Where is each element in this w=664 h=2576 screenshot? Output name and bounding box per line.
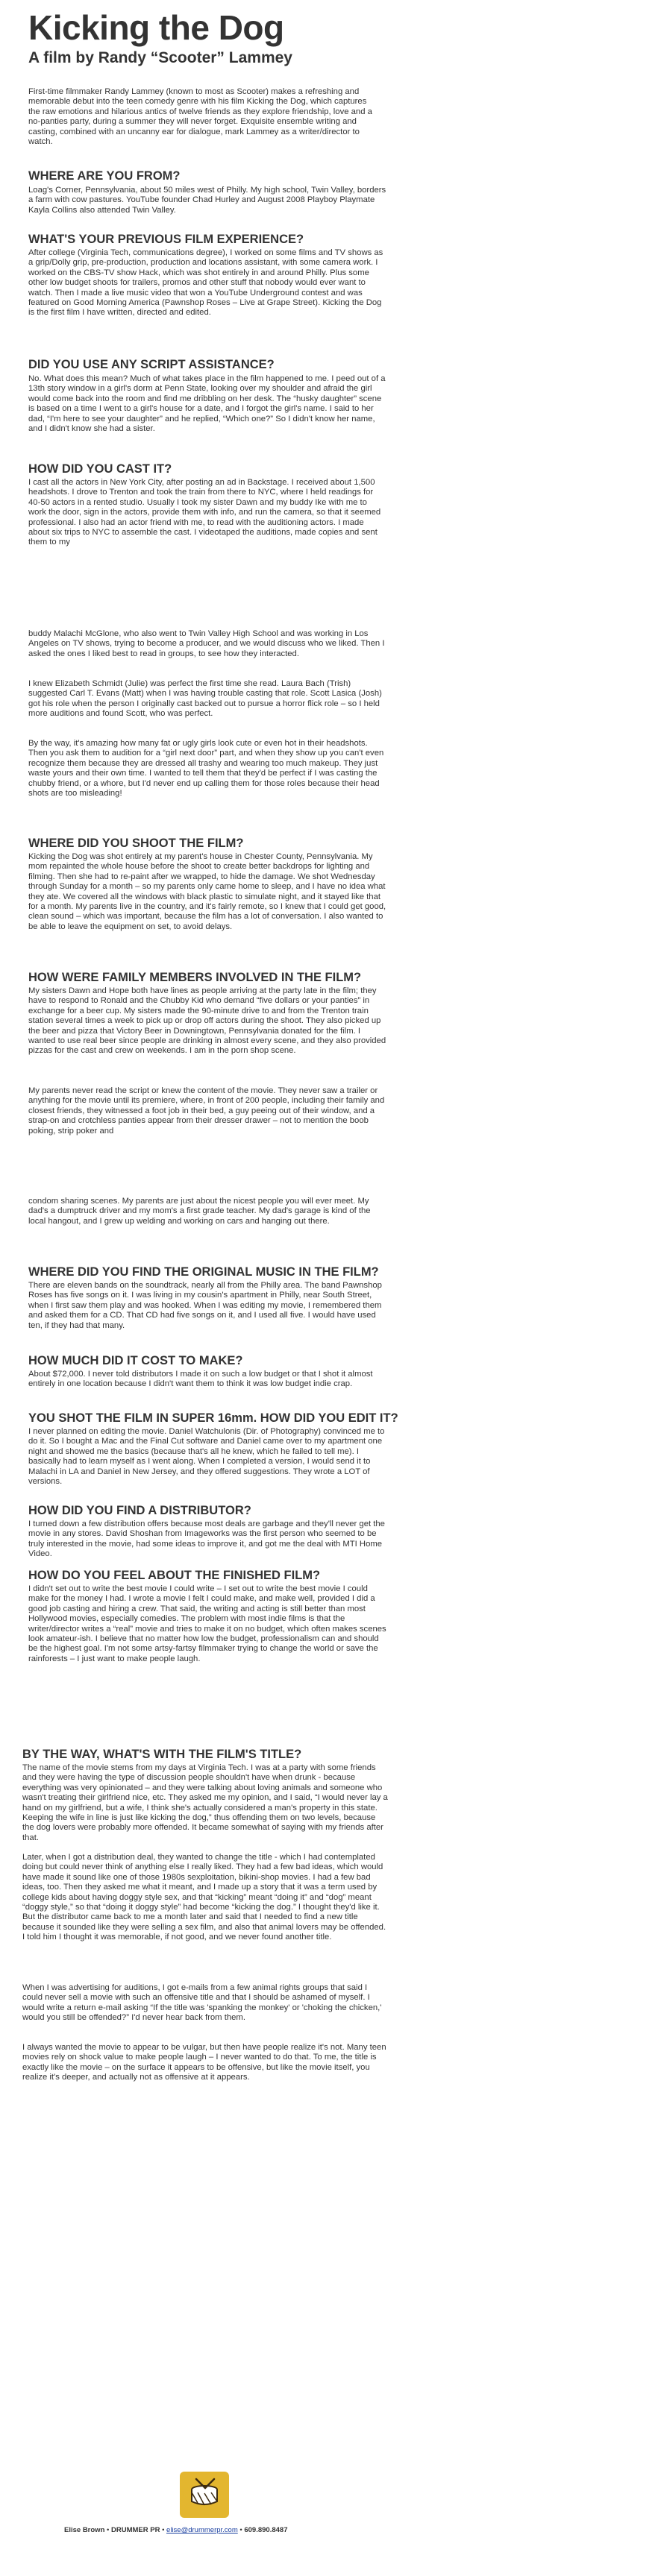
answer-title-animal-rights: When I was advertising for auditions, I got e-mails from a few animal rights groups that said I could never sell a movie with such an offensive title and that I should be ashamed of myself. I would write a return e-mail asking “If the title was 'spanking the monkey' or 'choking the chicken,' would you still be offended?” I'd never hear back from them. — [22, 1983, 382, 2023]
answer-title-vulgar: I always wanted the movie to appear to be vulgar, but then have people realize it's not. Many teen movies rely on shock value to make people laugh – I never wanted to do that. To me, the title is exactly like the movie – on the surface it appears to be offensive, but like the movie itself, you realize it's deeper, and actually not as offensive at it appears. — [22, 2043, 386, 2082]
answer-casting: I cast all the actors in New York City, after posting an ad in Backstage. I received about 1,500 headshots. I drove to Trenton and took the train from there to NYC, where I held readings for 40-50 actors in a rented studio. Usually I took my sister Dawn and my buddy Ike with me to work the door, sign in the actors, provide them with info, and run the camera, so that it seemed professional. I also had an actor friend with me, to read with the auditioning actors. I made about six trips to NYC to assemble the cast. I videotaped the auditions, made copies and sent them to my — [28, 478, 381, 547]
footer-separator: • — [239, 2526, 245, 2534]
footer-email-link[interactable]: elise@drummerpr.com — [166, 2526, 238, 2534]
footer-separator: • — [107, 2526, 111, 2534]
answer-casting-cont: buddy Malachi McGlone, who also went to Twin Valley High School and was working in Los Angeles on TV shows, trying to become a producer, and we would discuss who we liked. Then I asked the ones I liked best to read in groups, to see how they interacted. — [28, 629, 385, 658]
drummer-pr-logo — [180, 2472, 229, 2518]
answer-editing: I never planned on editing the movie. Daniel Watchulonis (Dir. of Photography) convinced me to do it. So I bought a Mac and the Final Cut software and Daniel came over to my apartment one night and showed me the basics (because that's all he knew, which he failed to tell me). I basically had to learn myself as I went along. When I completed a version, I would send it to Malachi in LA and Daniel in New Jersey, and they offered suggestions. They wrote a LOT of versions. — [28, 1427, 385, 1487]
heading-film-experience: WHAT'S YOUR PREVIOUS FILM EXPERIENCE? — [28, 233, 304, 246]
heading-finished-film: HOW DO YOU FEEL ABOUT THE FINISHED FILM? — [28, 1569, 321, 1582]
answer-shoot-location: Kicking the Dog was shot entirely at my parent's house in Chester County, Pennsylvania. My mom repainted the whole house before the shoot to create better backdrops for lighting and filming. Then she had to re-paint after we wrapped, to hide the damage. We shot Wednesday through Sunday for a month – so my parents only came home to sleep, and I have no idea what they ate. We covered all the windows with black plastic to simulate night, and it stayed like that for a month. My parents live in the country, and it's fairly remote, so I knew that I could get good, clean sound – which was important, because the film has a lot of conversation. I also wanted to be able to leave the equipment on set, to avoid delays. — [28, 852, 386, 931]
heading-casting: HOW DID YOU CAST IT? — [28, 462, 172, 476]
page-title: Kicking the Dog — [28, 8, 284, 47]
answer-title-distribution: Later, when I got a distribution deal, they wanted to change the title - which I had contemplated doing but could never think of anything else I really liked. They had a few bad ideas, which would have made it sound like one of those 1980s sexploitation, bikini-shop movies. I had a few bad ideas, too. Then they asked me what it meant, and I made up a story that it was a term used by college kids about having doggy style sex, and that “kicking” meant “doing it” and “dog” meant “doggy style,” so that “doing it doggy style” had become “kicking the dog.” I thought they'd like it. But the distributor came back to me a month later and said that I needed to find a new title because it sounded like they were selling a sex film, and also that animal lovers may be offended. I told him I thought it was memorable, if not good, and we never found another title. — [22, 1853, 386, 1942]
answer-finished-film: I didn't set out to write the best movie I could write – I set out to write the best movie I could make for the money I had. I wrote a movie I felt I could make, and make well, provided I did a good job casting and hiring a crew. That said, the writing and acting is still better than most Hollywood movies, especially comedies. The problem with most indie films is that the writer/director writes a “real” movie and tries to make it on no budget, which often makes scenes look amateur-ish. I believe that no matter how low the budget, professionalism can and should be the highest goal. I'm not some artsy-fartsy filmmaker trying to change the world or save the rainforests – I just want to make people laugh. — [28, 1584, 386, 1663]
page-subtitle: A film by Randy “Scooter” Lammey — [28, 49, 292, 66]
footer-phone: 609.890.8487 — [244, 2526, 288, 2534]
intro-paragraph: First-time filmmaker Randy Lammey (known to most as Scooter) makes a refreshing and memorable debut into the teen comedy genre with his film Kicking the Dog, which captures the raw emotions and hilarious antics of twelve friends as they explore friendship, love and a no-panties party, during a summer they will never forget. Exquisite ensemble writing and casting, combined with an uncanny ear for dialogue, mark Lammey as a writer/director to watch. — [28, 87, 372, 147]
heading-music: WHERE DID YOU FIND THE ORIGINAL MUSIC IN THE FILM? — [28, 1265, 379, 1279]
heading-shoot-location: WHERE DID YOU SHOOT THE FILM? — [28, 837, 244, 850]
answer-casting-headshots: By the way, it's amazing how many fat or ugly girls look cute or even hot in their headshots. Then you ask them to audition for a “girl next door” part, and when they show up you can't even recognize them because they are dressed all trashy and wearing too much makeup. They just waste yours and their own time. I wanted to tell them that they'd be perfect if I was casting the chubby friend, or a whore, but I'd never end up calling them for those roles because their head shots are too misleading! — [28, 739, 384, 799]
footer-separator: • — [162, 2526, 167, 2534]
footer-contact-name: Elise Brown — [64, 2526, 105, 2534]
answer-family: My sisters Dawn and Hope both have lines as people arriving at the party late in the film; they have to respond to Ronald and the Chubby Kid who demand “five dollars or your panties” in exchange for a beer cup. My sisters made the 90-minute drive to and from the Trenton train station several times a week to pick up or drop off actors during the shoot. They also picked up the beer and pizza that Victory Beer in Downingtown, Pennsylvania donated for the film. I wanted to use real beer since people are drinking in almost every scene, and they also provided pizzas for the cast and crew on weekends. I am in the porn shop scene. — [28, 986, 386, 1056]
footer-company: DRUMMER PR — [110, 2526, 160, 2534]
heading-cost: HOW MUCH DID IT COST TO MAKE? — [28, 1354, 243, 1367]
answer-title-meaning: The name of the movie stems from my days at Virginia Tech. I was at a party with some friends and they were having the type of discussion people shouldn't have when drunk - because everything was very opinionated – and they were talking about loving animals and someone who wasn't treating their girlfriend nice, etc. They asked me my opinion, and I said, “I would never lay a hand on my girlfriend, but a wife, I think she's actually considered a man's property in this state. Keeping the wife in line is just like kicking the dog,” thus offending them on two levels, because the dog lovers were probably more offended. It became somewhat of saying with my friends after that. — [22, 1763, 388, 1842]
answer-parents-cont: condom sharing scenes. My parents are just about the nicest people you will ever meet. My dad's a dumptruck driver and my mom's a first grade teacher. My dad's garage is kind of the local hangout, and I grew up welding and working on cars and hanging out there. — [28, 1197, 371, 1226]
heading-title-meaning: BY THE WAY, WHAT'S WITH THE FILM'S TITLE? — [22, 1748, 302, 1761]
heading-script-assistance: DID YOU USE ANY SCRIPT ASSISTANCE? — [28, 358, 275, 371]
heading-distributor: HOW DID YOU FIND A DISTRIBUTOR? — [28, 1504, 251, 1517]
heading-where-from: WHERE ARE YOU FROM? — [28, 169, 181, 183]
answer-where-from: Loag's Corner, Pennsylvania, about 50 miles west of Philly. My high school, Twin Valley, borders a farm with cow pastures. YouTube founder Chad Hurley and August 2008 Playboy Playmate Kayla Collins also attended Twin Valley. — [28, 186, 386, 215]
heading-editing: YOU SHOT THE FILM IN SUPER 16mm. HOW DID YOU EDIT IT? — [28, 1411, 398, 1425]
answer-distributor: I turned down a few distribution offers because most deals are garbage and they'll never get the movie in any stores. David Shoshan from Imageworks was the first person who seemed to be truly interested in the movie, had some ideas to improve it, and got me the deal with MTI Home Video. — [28, 1520, 385, 1559]
heading-family: HOW WERE FAMILY MEMBERS INVOLVED IN THE FILM? — [28, 971, 362, 984]
answer-script-assistance: No. What does this mean? Much of what takes place in the film happened to me. I peed out of a 13th story window in a girl's dorm at Penn State, looking over my shoulder and afraid the girl would come back into the room and find me dribbling on her desk. The “husky daughter” scene is based on a time I went to a girl's house for a date, and I forgot the girl's name. I said to her dad, “I'm here to see your daughter” and he replied, “Which one?” So I didn't know her name, and I didn't know she had a sister. — [28, 374, 386, 434]
answer-music: There are eleven bands on the soundtrack, nearly all from the Philly area. The band Pawnshop Roses has five songs on it. I was living in my cousin's apartment in Philly, near South Street, when I first saw them play and was hooked. When I was editing my movie, I remembered them and asked them for a CD. That CD had five songs on it, and I used all five. I would have used ten, if they had that many. — [28, 1281, 382, 1330]
footer-contact — [64, 2526, 287, 2534]
answer-casting-actors: I knew Elizabeth Schmidt (Julie) was perfect the first time she read. Laura Bach (Trish) suggested Carl T. Evans (Matt) when I was having trouble casting that role. Scott Lasica (Josh) got his role when the person I originally cast backed out to pursue a horror flick role – so I held more auditions and found Scott, who was perfect. — [28, 679, 382, 719]
drum-icon — [180, 2472, 229, 2518]
answer-parents: My parents never read the script or knew the content of the movie. They never saw a trailer or anything for the movie until its premiere, where, in front of 200 people, including their family and closest friends, they witnessed a foot job in their bed, a guy peeing out of their window, and a strap-on and crotchless panties appear from their dresser drawer – not to mention the boob poking, strip poker and — [28, 1086, 385, 1136]
answer-film-experience: After college (Virginia Tech, communications degree), I worked on some films and TV shows as a grip/Dolly grip, pre-production, production and locations assistant, with some camera work. I worked on the CBS-TV show Hack, which was shot entirely in and around Philly. Plus some other low budget shoots for trailers, promos and other stuff that nobody would ever want to watch. Then I made a live music video that won a YouTube Underground contest and was featured on Good Morning America (Pawnshop Roses – Live at Grape Street). Kicking the Dog is the first film I have written, directed and edited. — [28, 248, 383, 318]
answer-cost: About $72,000. I never told distributors I made it on such a low budget or that I shot it almost entirely in one location because I didn't want them to think it was low budget indie crap. — [28, 1370, 373, 1389]
